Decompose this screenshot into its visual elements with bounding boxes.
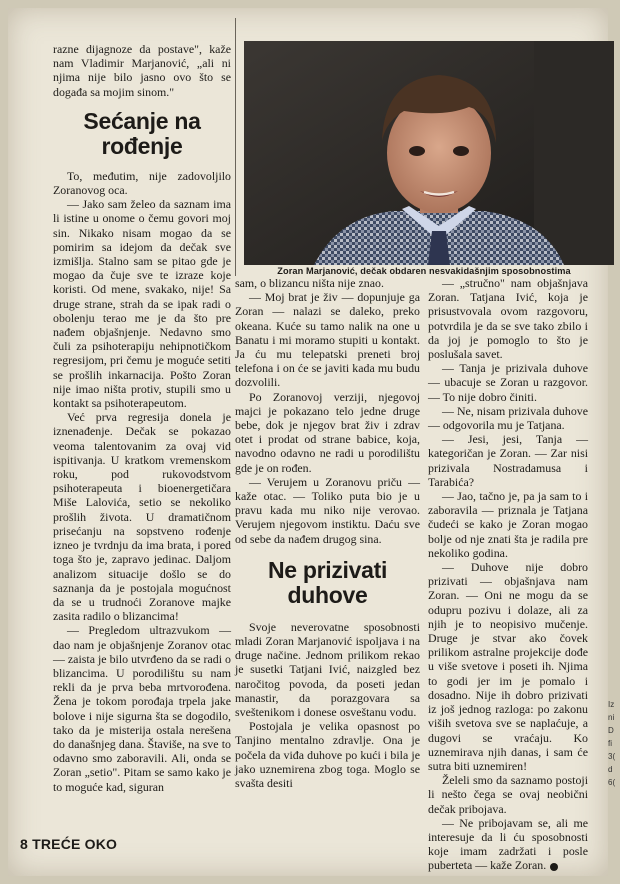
paragraph: Postojala je velika opasnost po Tanjino mentalno zdravlje. Ona je počela da viđa duhove po kući i bila je jako uznemirena zbog toga. Moglo se svašta desiti [235, 719, 420, 791]
paragraph: sam, o blizancu ništa nije znao. [235, 276, 384, 290]
paragraph: — Jao, tačno je, pa ja sam to i zaboravila — priznala je Tatjana čudeći se kako je Zoran mogao bolje od nje znati šta je radila pre nekoliko godina. [428, 489, 588, 560]
paragraph: Svoje neverovatne sposobnosti mladi Zoran Marjanović ispoljava i na druge načine. Jednom prilikom rekao je susetki Tatjani Ivić, naizgled bez naročitog povoda, da poseti jedan manastir, da porazgovara sa sveštenikom i donese osveštanu vodu. [235, 619, 420, 720]
magazine-name: TREĆE OKO [32, 836, 118, 852]
paragraph: Već prva regresija donela je iznenađenje. Dečak se pokazao veoma talentovanim za ovaj vid ispitivanja. U kratkom vremenskom roku, pod rukovodstvom psihoterapeuta i bioenergetičara Miše Lalovića, setio se nekoliko prošlih života. U dramatičnom prisećanju na sopstveno rođenje izneo je tvrdnju da ima brata, i pored toga što je, zapravo jedinac. Daljom analizom situacije došlo se do saznanja da je postojala mogućnost da se u trudnoći Zoranove majke zasita radilo o blizancima! [53, 410, 231, 624]
paragraph: — Tanja je prizivala duhove — ubacuje se Zoran u razgovor. — To nije dobro činiti. [428, 361, 588, 404]
adjacent-page-fragments: Iz ni D fi 3( d 6( [608, 700, 616, 787]
paragraph: — Jesi, jesi, Tanja — kategoričan je Zoran. — Zar nisi prizivala Nostradamusa i Tarabića? [428, 432, 588, 489]
paragraph: To, međutim, nije zadovoljilo Zoranovog oca. [53, 168, 231, 198]
paragraph: — Duhove nije dobro prizivati — objašnjava nam Zoran. — Oni ne mogu da se odupru pozivu i dolaze, ali za njih je to neopisivo mučenje. Druge je stvar ako čovek prilikom astralne projekcije dođe u više svetove i poseti ih. Njima to godi jer im je pomalo i dosadno. Nije ih dobro prizivati iz još jednog razloga: po zakonu viših svetova sve se naplaćuje, a dugovi se vraćaju. Ko uznemirava njih danas, i sam će sutra biti uznemiren! [428, 560, 588, 773]
portrait-image [244, 41, 614, 265]
page-number: 8 [20, 836, 28, 852]
paragraph: Po Zoranovoj verziji, njegovoj majci je pokazano telo jedne druge bebe, dok je njegov brat živ i zdrav otet i prodat od strane babice, koja, navodno odavno ne radi u porodilištu gde je on rođen. [235, 389, 420, 475]
paragraph: — Pregledom ultrazvukom — dao nam je objašnjenje Zoranov otac — zaista je bilo utvrđeno da se radi o blizancima. U porodilištu su nam rekli da je prva beba mrtvorođena. Žena je tokom porođaja trpela jake bolove i nije sigurna šta se dogodilo, tako da je misterija ostala nerešena do današnjeg dana. Štaviše, na sve to odavno smo zaboravili. Ali, onda se Zoran „setio". Pitam se samo kako je to moguće kad, siguran [53, 623, 231, 794]
column-3 [428, 276, 588, 873]
article-end-mark [550, 863, 558, 871]
column-1 [53, 42, 231, 794]
column-rule [235, 18, 236, 276]
page-footer [20, 836, 117, 852]
paragraph: — Jako sam želeo da saznam ima li istine u onome o čemu govori moj sin. Nikako nisam mogao da se pomirim sa idejom da dečak sve izmišlja. Stalno sam se pitao gde je mogao da čuje sve te izraze koje koristi. Od mene, svakako, nije! Sa druge strane, strah da se ipak radi o obolenju terao me je da što pre nađem objašnjenje. Nedavno smo čuli za psihoterapiju nehipnotičkom regresijom, pri čemu je moguće setiti se prošlih inkarnacija. Pošto Zoran nije imao ništa protiv, stupili smo u kontakt sa psihoterapeutom. [53, 197, 231, 411]
paragraph: — Verujem u Zoranovu priču — kaže otac. — Toliko puta bio je u pravu kada mu niko nije verovao. Verujem njegovom instiktu. Daću sve od sebe da nađem drugog sina. [235, 474, 420, 546]
paragraph: — Ne, nisam prizivala duhove — odgovorila mu je Tatjana. [428, 403, 588, 433]
section-heading-duhovi: Ne prizivati duhove [267, 556, 388, 608]
paragraph: razne dijagnoze da postave", kaže nam Vladimir Marjanović, „ali ni njima nije bilo jasno ovo što se događa sa mojim sinom." [53, 42, 231, 99]
magazine-page [8, 8, 616, 876]
paragraph: — Ne pribojavam se, ali me interesuje da li ću sposobnosti koje imam zadržati i posle puberteta — kaže Zoran. [428, 815, 588, 873]
photo-caption: Zoran Marjanović, dečak obdaren nesvakidašnjim sposobnostima [277, 266, 571, 276]
section-heading-secanje: Sećanje na rođenje [83, 107, 201, 159]
paragraph: — Moj brat je živ — dopunjuje ga Zoran — nalazi se daleko, preko okeana. Kuće su tamo nalik na one u Banatu i mi moramo stupiti u kontakt. Ja ću mu telepatski preneti broj telefona i on će se javiti kada mu budu dozvolili. [235, 290, 420, 390]
boy-portrait-photo [244, 41, 614, 265]
paragraph: — „stručno" nam objašnjava Zoran. Tatjana Ivić, koja je prisustvovala ovom razgovoru, potvrdila je da se sve tako zbilo i da joj je pomoglo to što je poslušala savet. [428, 276, 588, 362]
paragraph: Želeli smo da saznamo postoji li nešto čega se ovaj neobični dečak pribojava. [428, 773, 588, 816]
column-2 [235, 276, 420, 790]
